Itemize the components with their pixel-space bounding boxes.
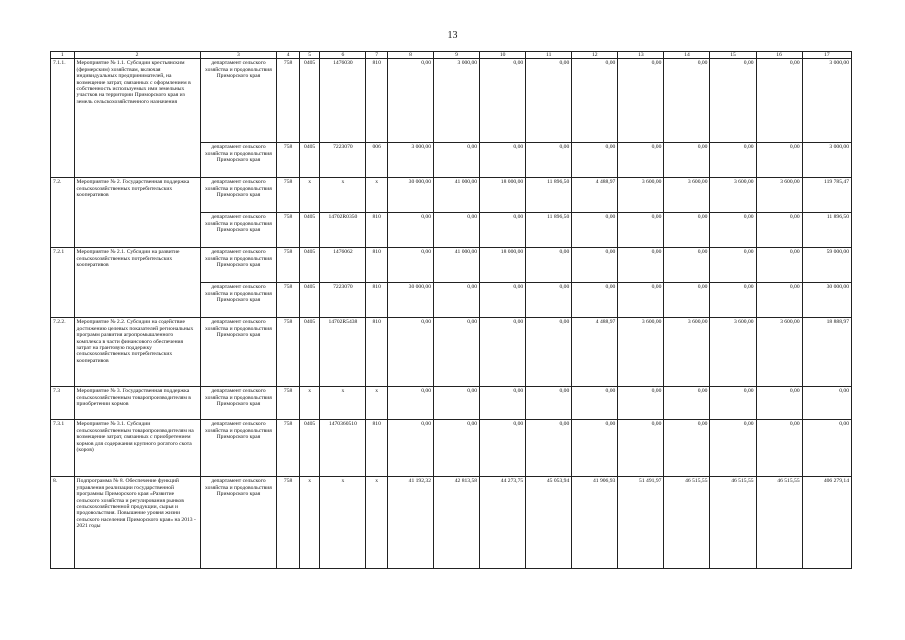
total-amount: 59 000,00 (802, 248, 851, 283)
grbs-code: 758 (277, 283, 300, 318)
column-number-17: 17 (802, 52, 851, 59)
year-amount: 0,00 (756, 59, 802, 143)
table-row (51, 248, 852, 283)
year-amount: 46 515,55 (664, 477, 710, 569)
year-amount: 0,00 (618, 143, 664, 178)
year-amount: 0,00 (618, 213, 664, 248)
year-amount: 3 000,00 (434, 59, 480, 143)
year-amount: 46 515,55 (710, 477, 756, 569)
year-amount: 0,00 (664, 213, 710, 248)
year-amount: 0,00 (756, 248, 802, 283)
year-amount: 0,00 (480, 318, 526, 387)
target-article-code: 1476062 (320, 248, 366, 283)
total-amount: 11 896,50 (802, 213, 851, 248)
expense-type-code: x (366, 477, 388, 569)
year-amount: 0,00 (710, 420, 756, 477)
year-amount: 3 600,00 (618, 318, 664, 387)
year-amount: 0,00 (618, 283, 664, 318)
executor: департамент сельского хозяйства и продовольствия Приморского края (200, 213, 277, 248)
column-number-6: 6 (320, 52, 366, 59)
expense-type-code: 810 (366, 248, 388, 283)
year-amount: 0,00 (618, 420, 664, 477)
total-amount: 30 000,00 (802, 283, 851, 318)
section-code: x (299, 387, 319, 420)
total-amount: 119 785,47 (802, 178, 851, 213)
measure-name: Мероприятие № 3. Государственная поддержка сельскохозяйственным товаропроизводителям в приобретении кормов (74, 387, 200, 420)
table-row (51, 477, 852, 569)
table-row (51, 59, 852, 143)
expense-type-code: 810 (366, 59, 388, 143)
year-amount: 0,00 (434, 283, 480, 318)
executor: департамент сельского хозяйства и продовольствия Приморского края (200, 387, 277, 420)
column-number-8: 8 (387, 52, 433, 59)
year-amount: 0,00 (572, 143, 618, 178)
year-amount: 0,00 (480, 387, 526, 420)
year-amount: 0,00 (387, 420, 433, 477)
section-code: 0405 (299, 420, 319, 477)
target-article-code: 14702R0350 (320, 213, 366, 248)
measure-code: 7.2.1 (51, 248, 75, 318)
table-row (51, 387, 852, 420)
year-amount: 42 813,58 (434, 477, 480, 569)
year-amount: 0,00 (664, 387, 710, 420)
year-amount: 45 053,94 (526, 477, 572, 569)
year-amount: 0,00 (756, 213, 802, 248)
section-code: 0405 (299, 59, 319, 143)
year-amount: 0,00 (710, 59, 756, 143)
year-amount: 0,00 (526, 248, 572, 283)
table-row (51, 318, 852, 387)
total-amount: 18 888,97 (802, 318, 851, 387)
year-amount: 3 600,00 (756, 318, 802, 387)
executor: департамент сельского хозяйства и продовольствия Приморского края (200, 420, 277, 477)
year-amount: 0,00 (387, 318, 433, 387)
measure-name: Мероприятие № 2.2. Субсидии на содействие достижению целевых показателей региональных программ развития агропромышленного комплекса в части финансового обеспечения затрат на грантовую поддержку сельскохозяйственных потребительских кооперативов (74, 318, 200, 387)
target-article-code: 1476030 (320, 59, 366, 143)
year-amount: 0,00 (387, 248, 433, 283)
column-number-5: 5 (299, 52, 319, 59)
column-number-4: 4 (277, 52, 300, 59)
measure-code: 8. (51, 477, 75, 569)
column-number-13: 13 (618, 52, 664, 59)
measure-code: 7.1.1. (51, 59, 75, 178)
year-amount: 41 000,00 (434, 248, 480, 283)
executor: департамент сельского хозяйства и продовольствия Приморского края (200, 59, 277, 143)
column-number-row (51, 52, 852, 59)
measure-code: 7.3 (51, 387, 75, 420)
year-amount: 0,00 (572, 420, 618, 477)
column-number-11: 11 (526, 52, 572, 59)
grbs-code: 758 (277, 213, 300, 248)
expense-type-code: 810 (366, 283, 388, 318)
year-amount: 3 600,00 (756, 178, 802, 213)
year-amount: 3 600,00 (710, 178, 756, 213)
year-amount: 0,00 (756, 420, 802, 477)
grbs-code: 758 (277, 318, 300, 387)
year-amount: 0,00 (618, 387, 664, 420)
year-amount: 3 000,00 (387, 143, 433, 178)
year-amount: 0,00 (664, 59, 710, 143)
column-number-15: 15 (710, 52, 756, 59)
target-article-code: 1470360510 (320, 420, 366, 477)
year-amount: 11 896,50 (526, 213, 572, 248)
year-amount: 0,00 (480, 420, 526, 477)
year-amount: 0,00 (664, 143, 710, 178)
expense-type-code: 810 (366, 420, 388, 477)
expense-type-code: x (366, 387, 388, 420)
total-amount: 3 000,00 (802, 59, 851, 143)
executor: департамент сельского хозяйства и продовольствия Приморского края (200, 318, 277, 387)
measure-code: 7.3.1 (51, 420, 75, 477)
year-amount: 0,00 (618, 59, 664, 143)
year-amount: 51 491,97 (618, 477, 664, 569)
year-amount: 0,00 (480, 59, 526, 143)
year-amount: 0,00 (526, 387, 572, 420)
grbs-code: 758 (277, 477, 300, 569)
year-amount: 44 273,75 (480, 477, 526, 569)
year-amount: 0,00 (756, 143, 802, 178)
year-amount: 30 000,00 (387, 283, 433, 318)
year-amount: 0,00 (480, 213, 526, 248)
measure-name: Мероприятие № 1.1. Субсидии крестьянским (фермерским) хозяйствам, включая индивидуальных предпринимателей, на возмещение затрат, связанных с оформлением в собственность используемых ими земельных участков на территории Приморского края из земель сельскохозяйственного назначения (74, 59, 200, 178)
column-number-12: 12 (572, 52, 618, 59)
year-amount: 4 488,97 (572, 318, 618, 387)
year-amount: 0,00 (480, 143, 526, 178)
target-article-code: 14702R5438 (320, 318, 366, 387)
measure-code: 7.2.2. (51, 318, 75, 387)
year-amount: 0,00 (572, 59, 618, 143)
measure-name: Подпрограмма № 8. Обеспечение функций управления реализации государственной программы Приморского края «Развитие сельского хозяйства и регулирования рынков сельскохозяйственной продукции, сырья и продовольствия. Повышение уровня жизни сельского населения Приморского края» на 2013 - 2021 годы (74, 477, 200, 569)
year-amount: 0,00 (664, 283, 710, 318)
year-amount: 0,00 (572, 387, 618, 420)
year-amount: 0,00 (710, 283, 756, 318)
year-amount: 30 000,00 (387, 178, 433, 213)
grbs-code: 758 (277, 143, 300, 178)
year-amount: 0,00 (526, 59, 572, 143)
section-code: x (299, 178, 319, 213)
measure-code: 7.2. (51, 178, 75, 248)
year-amount: 0,00 (756, 387, 802, 420)
year-amount: 0,00 (434, 143, 480, 178)
year-amount: 0,00 (710, 387, 756, 420)
target-article-code: x (320, 477, 366, 569)
total-amount: 0,00 (802, 420, 851, 477)
column-number-14: 14 (664, 52, 710, 59)
column-number-9: 9 (434, 52, 480, 59)
year-amount: 0,00 (572, 283, 618, 318)
executor: департамент сельского хозяйства и продовольствия Приморского края (200, 248, 277, 283)
year-amount: 0,00 (434, 318, 480, 387)
section-code: 0405 (299, 248, 319, 283)
total-amount: 406 279,14 (802, 477, 851, 569)
year-amount: 0,00 (434, 213, 480, 248)
target-article-code: 7223070 (320, 143, 366, 178)
year-amount: 11 896,50 (526, 178, 572, 213)
column-number-1: 1 (51, 52, 75, 59)
target-article-code: x (320, 387, 366, 420)
target-article-code: 7223070 (320, 283, 366, 318)
executor: департамент сельского хозяйства и продовольствия Приморского края (200, 477, 277, 569)
year-amount: 0,00 (526, 318, 572, 387)
year-amount: 41 906,93 (572, 477, 618, 569)
year-amount: 0,00 (387, 213, 433, 248)
year-amount: 0,00 (710, 213, 756, 248)
year-amount: 0,00 (618, 248, 664, 283)
section-code: 0405 (299, 318, 319, 387)
year-amount: 18 000,00 (480, 178, 526, 213)
measure-name: Мероприятие № 2.1. Субсидии на развитие сельскохозяйственных потребительских кооперативов (74, 248, 200, 318)
year-amount: 0,00 (664, 248, 710, 283)
target-article-code: x (320, 178, 366, 213)
year-amount: 0,00 (387, 387, 433, 420)
expense-type-code: 006 (366, 143, 388, 178)
expense-type-code: 810 (366, 318, 388, 387)
year-amount: 3 600,00 (710, 318, 756, 387)
year-amount: 3 600,00 (664, 318, 710, 387)
column-number-16: 16 (756, 52, 802, 59)
executor: департамент сельского хозяйства и продовольствия Приморского края (200, 283, 277, 318)
measure-name: Мероприятие № 3.1. Субсидии сельскохозяйственным товаропроизводителям на возмещение затрат, связанных с приобретением кормов для содержания крупного рогатого скота (коров) (74, 420, 200, 477)
budget-table (50, 51, 852, 569)
year-amount: 4 488,97 (572, 178, 618, 213)
total-amount: 3 000,00 (802, 143, 851, 178)
year-amount: 0,00 (710, 143, 756, 178)
year-amount: 0,00 (480, 283, 526, 318)
column-number-3: 3 (200, 52, 277, 59)
grbs-code: 758 (277, 387, 300, 420)
year-amount: 3 600,00 (618, 178, 664, 213)
year-amount: 0,00 (572, 213, 618, 248)
table-row (51, 178, 852, 213)
year-amount: 0,00 (756, 283, 802, 318)
section-code: 0405 (299, 143, 319, 178)
year-amount: 0,00 (434, 420, 480, 477)
year-amount: 0,00 (526, 420, 572, 477)
grbs-code: 758 (277, 420, 300, 477)
section-code: x (299, 477, 319, 569)
year-amount: 0,00 (387, 59, 433, 143)
executor: департамент сельского хозяйства и продовольствия Приморского края (200, 178, 277, 213)
grbs-code: 758 (277, 248, 300, 283)
column-number-10: 10 (480, 52, 526, 59)
table-row (51, 420, 852, 477)
expense-type-code: 810 (366, 213, 388, 248)
year-amount: 0,00 (710, 248, 756, 283)
total-amount: 0,00 (802, 387, 851, 420)
year-amount: 46 515,55 (756, 477, 802, 569)
page-number: 13 (447, 30, 458, 41)
column-number-2: 2 (74, 52, 200, 59)
section-code: 0405 (299, 213, 319, 248)
year-amount: 0,00 (664, 420, 710, 477)
year-amount: 18 000,00 (480, 248, 526, 283)
expense-type-code: x (366, 178, 388, 213)
grbs-code: 758 (277, 59, 300, 143)
measure-name: Мероприятие № 2. Государственная поддержка сельскохозяйственных потребительских кооперативов (74, 178, 200, 248)
grbs-code: 758 (277, 178, 300, 213)
year-amount: 41 192,32 (387, 477, 433, 569)
year-amount: 0,00 (526, 143, 572, 178)
section-code: 0405 (299, 283, 319, 318)
year-amount: 3 600,00 (664, 178, 710, 213)
year-amount: 41 000,00 (434, 178, 480, 213)
year-amount: 0,00 (434, 387, 480, 420)
column-number-7: 7 (366, 52, 388, 59)
executor: департамент сельского хозяйства и продовольствия Приморского края (200, 143, 277, 178)
year-amount: 0,00 (526, 283, 572, 318)
year-amount: 0,00 (572, 248, 618, 283)
